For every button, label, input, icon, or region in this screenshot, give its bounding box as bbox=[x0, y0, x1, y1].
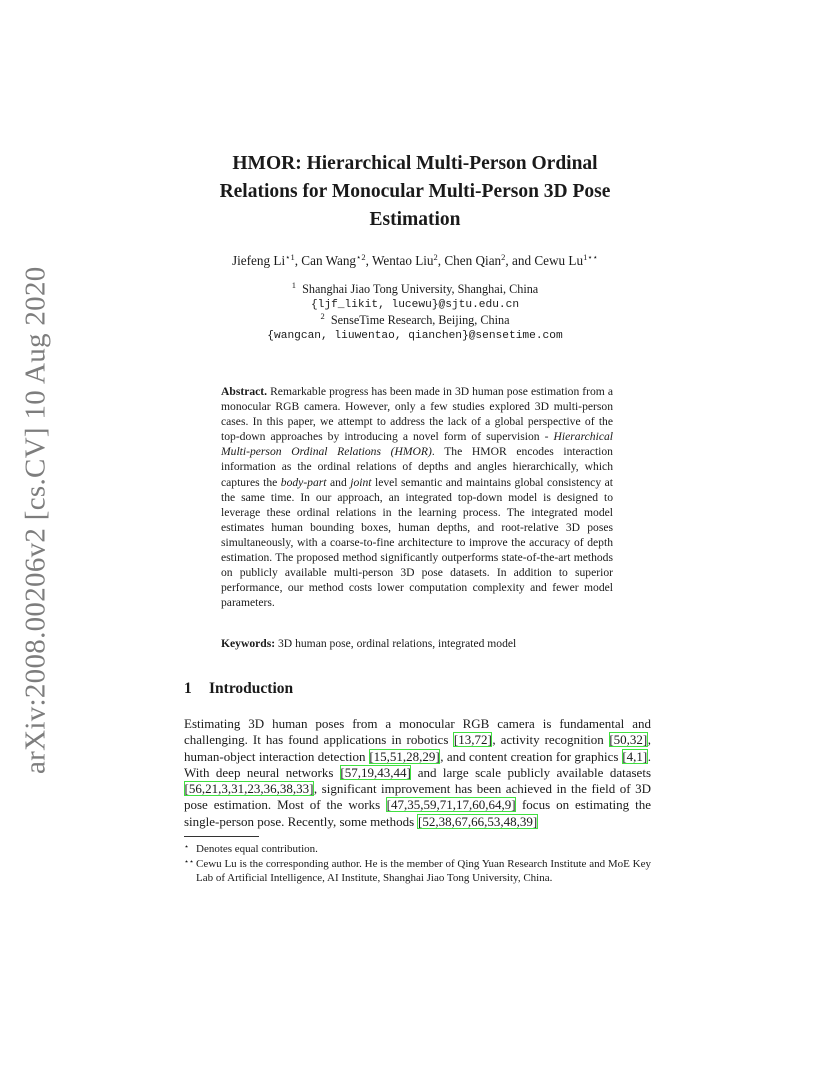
footnote bbox=[184, 842, 651, 857]
affiliation-name: SenseTime Research, Beijing, China bbox=[330, 313, 510, 327]
citation-link[interactable]: [4,1] bbox=[622, 748, 648, 764]
keywords-text: 3D human pose, ordinal relations, integrated model bbox=[275, 637, 517, 650]
title-line: Estimation bbox=[369, 209, 461, 230]
footnotes bbox=[184, 842, 651, 886]
author-separator: , bbox=[437, 253, 445, 268]
author-separator: , bbox=[365, 253, 372, 268]
author-separator: , and bbox=[505, 253, 535, 268]
paper-title bbox=[175, 150, 655, 234]
affiliation-mark: 1 bbox=[291, 280, 297, 290]
affiliation-1 bbox=[190, 282, 640, 298]
body-text: , activity recognition bbox=[492, 732, 609, 748]
affiliations bbox=[190, 282, 640, 344]
author-name: Jiefeng Li bbox=[232, 253, 286, 268]
affiliation-1-email[interactable]: {ljf_likit, lucewu}@sjtu.edu.cn bbox=[310, 298, 520, 311]
citation-link[interactable]: [52,38,67,66,53,48,39] bbox=[417, 813, 538, 829]
affiliation-mark: 2 bbox=[320, 311, 325, 321]
citation-link[interactable]: [15,51,28,29] bbox=[369, 748, 440, 764]
author-mark: 2 bbox=[433, 252, 438, 262]
author-mark: 1⋆⋆ bbox=[583, 252, 598, 262]
citation-link[interactable]: [56,21,3,31,23,36,38,33] bbox=[184, 781, 314, 797]
abstract-text: Remarkable progress has been made in 3D human pose estimation from a monocular RGB camera. However, only a few studies explored 3D multi-person cases. In this paper, we attempt to address the lack of a global perspective of the top-down approaches by introducing a novel form of supervision - bbox=[221, 385, 613, 444]
arxiv-stamp: arXiv:2008.00206v2 [cs.CV] 10 Aug 2020 bbox=[19, 266, 52, 774]
section-title: Introduction bbox=[209, 680, 294, 697]
author-name: Chen Qian bbox=[444, 253, 502, 268]
footnote-mark: ⋆⋆ bbox=[184, 856, 195, 866]
keywords bbox=[221, 636, 613, 651]
citation-link[interactable]: [13,72] bbox=[453, 732, 492, 748]
body-text: Estimating 3D human poses from a monocular RGB camera is fundamental and challenging. It has found applications in robotics bbox=[184, 716, 651, 748]
title-line: HMOR: Hierarchical Multi-Person Ordinal bbox=[232, 153, 598, 174]
body-text: focus on estimating the single-person pose. Recently, some methods bbox=[184, 797, 651, 829]
body-text: and large scale publicly available datasets bbox=[411, 764, 652, 780]
abstract-label: Abstract. bbox=[221, 385, 268, 398]
body-text: , and content creation for graphics bbox=[440, 748, 622, 764]
affiliation-name: Shanghai Jiao Tong University, Shanghai, China bbox=[302, 282, 539, 296]
footnote-rule bbox=[184, 836, 259, 837]
author-name: Cewu Lu bbox=[534, 253, 584, 268]
abstract-italic: Hierarchical Multi-person Ordinal Relations (HMOR) bbox=[221, 430, 613, 459]
author-mark: ⋆1 bbox=[285, 252, 295, 262]
body-text: . With deep neural networks bbox=[184, 748, 651, 780]
author-separator: , bbox=[294, 253, 302, 268]
author-name: Wentao Liu bbox=[371, 253, 434, 268]
section-heading bbox=[184, 680, 584, 698]
footnote-mark: ⋆ bbox=[184, 842, 190, 851]
author-name: Can Wang bbox=[301, 253, 357, 268]
abstract-italic: body-part bbox=[280, 475, 327, 489]
abstract-italic: joint bbox=[350, 475, 372, 489]
citation-link[interactable]: [50,32] bbox=[609, 732, 648, 748]
footnote-text: Denotes equal contribution. bbox=[196, 843, 318, 855]
footnote bbox=[184, 857, 651, 886]
citation-link[interactable]: [57,19,43,44] bbox=[340, 764, 411, 780]
author-list bbox=[150, 253, 680, 269]
keywords-label: Keywords: bbox=[221, 637, 276, 650]
author-mark: 2 bbox=[501, 252, 506, 262]
affiliation-2-email[interactable]: {wangcan, liuwentao, qianchen}@sensetime.com bbox=[267, 329, 563, 342]
section-number: 1 bbox=[184, 680, 192, 697]
abstract bbox=[221, 384, 613, 610]
citation-link[interactable]: [47,35,59,71,17,60,64,9] bbox=[386, 797, 516, 813]
abstract-text: and bbox=[326, 475, 351, 489]
title-line: Relations for Monocular Multi-Person 3D Pose bbox=[219, 181, 611, 202]
intro-paragraph bbox=[184, 716, 651, 830]
body-text: , human-object interaction detection bbox=[184, 732, 651, 764]
footnote-text: Cewu Lu is the corresponding author. He is the member of Qing Yuan Research Institute and MoE Key Lab of Artificial Intelligence, AI Institute, Shanghai Jiao Tong University, China. bbox=[196, 857, 651, 884]
body-text: , significant improvement has been achieved in the field of 3D pose estimation. Most of the works bbox=[184, 781, 651, 813]
affiliation-2 bbox=[190, 313, 640, 329]
abstract-text: . The HMOR encodes interaction information as the ordinal relations of depths and angles hierarchically, which captures the bbox=[221, 445, 613, 489]
abstract-text: level semantic and maintains global consistency at the same time. In our approach, an integrated top-down model is designed to leverage these ordinal relations in the learning process. The integrated model estimates human bounding boxes, human depths, and root-relative 3D poses simultaneously, with a coarse-to-fine architecture to improve the accuracy of depth estimation. The proposed method significantly outperforms state-of-the-art methods on publicly available multi-person 3D pose datasets. In addition to superior performance, our method costs lower computation complexity and fewer model parameters. bbox=[221, 475, 613, 610]
author-mark: ⋆2 bbox=[356, 252, 366, 262]
